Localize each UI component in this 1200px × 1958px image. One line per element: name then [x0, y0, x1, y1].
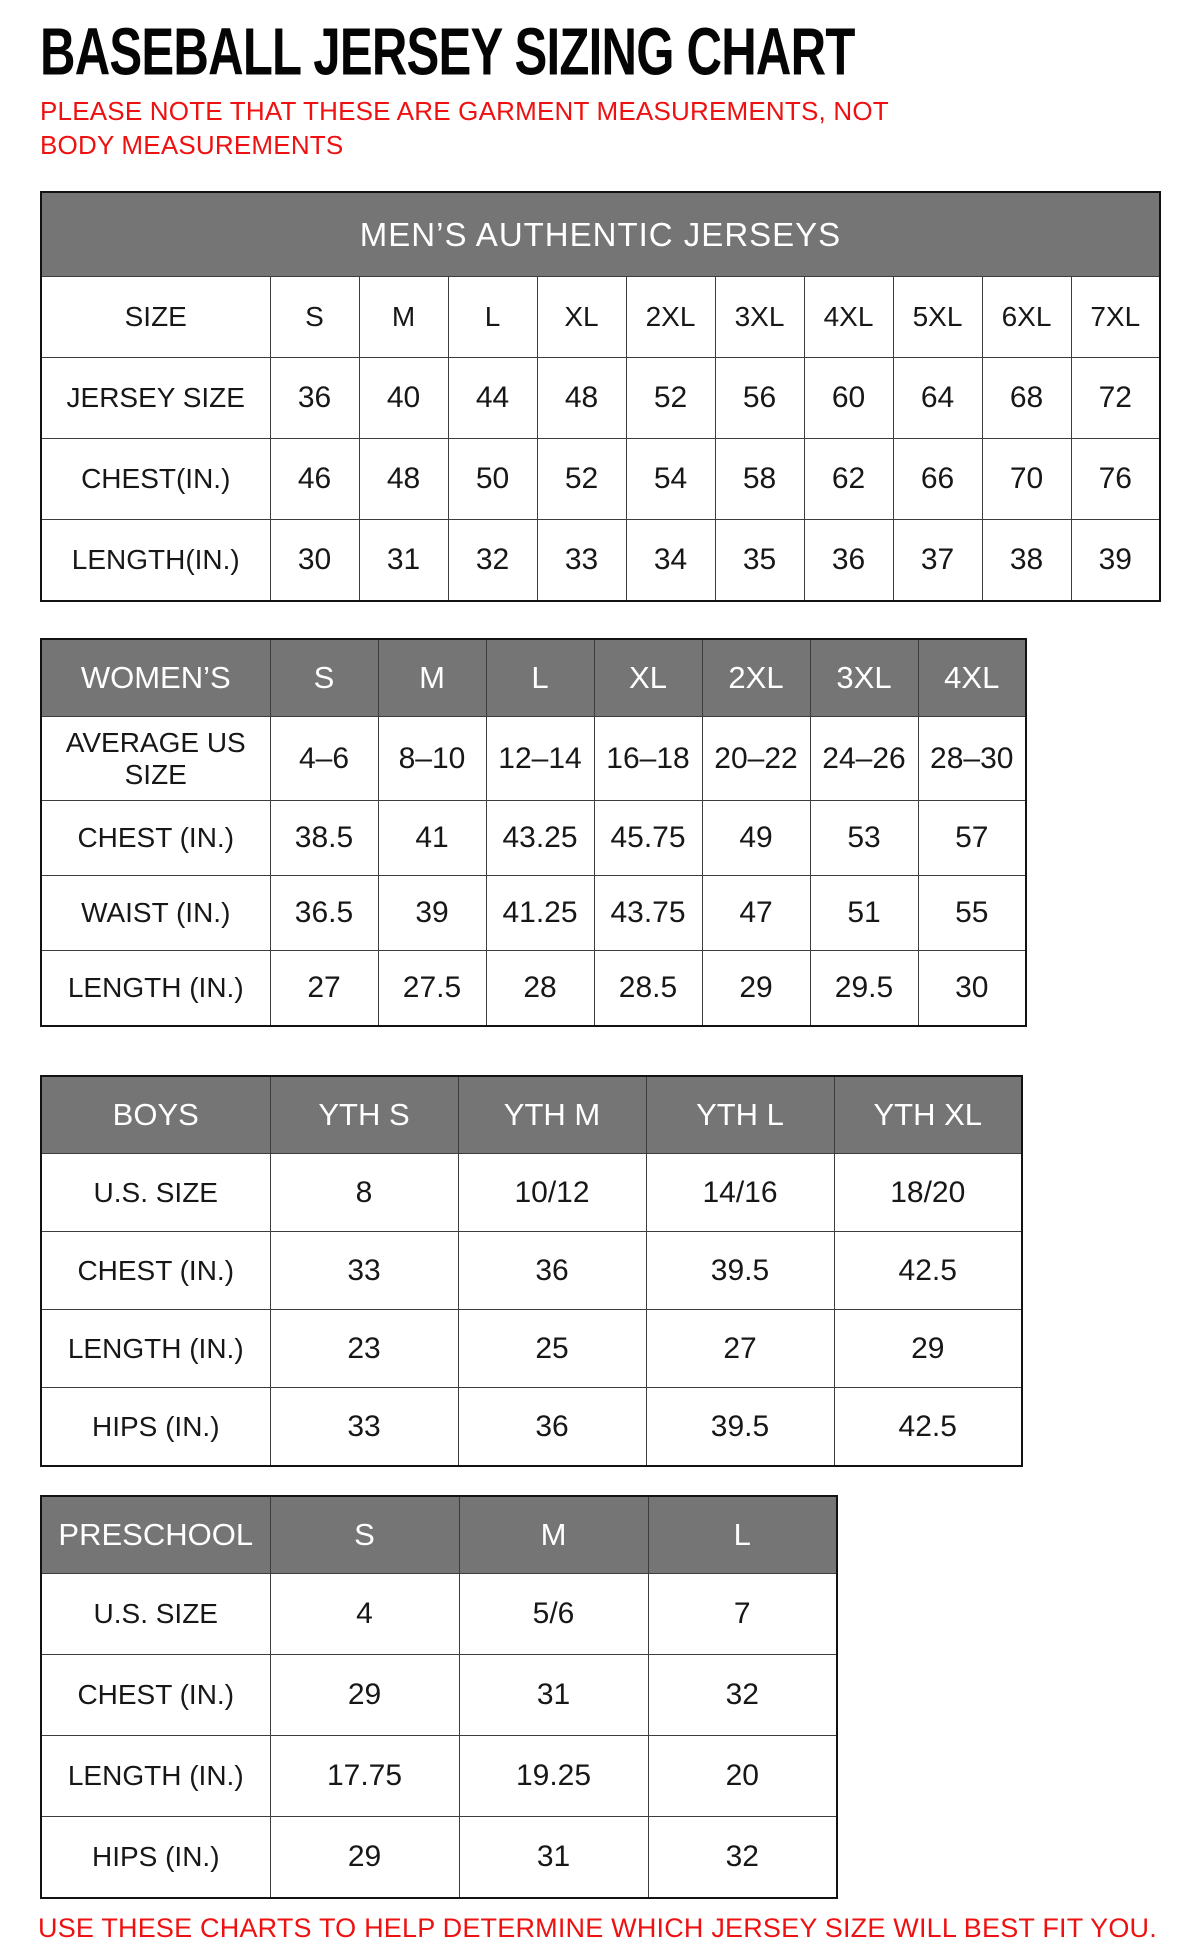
column-header: 7XL	[1071, 277, 1160, 358]
table-cell: 42.5	[834, 1388, 1022, 1466]
column-header: L	[648, 1496, 837, 1574]
table-cell: 29.5	[810, 951, 918, 1026]
table-cell: 27	[646, 1310, 834, 1388]
table-cell: 20–22	[702, 717, 810, 801]
table-cell: 27.5	[378, 951, 486, 1026]
table-corner-header: BOYS	[41, 1076, 270, 1154]
row-label: U.S. SIZE	[41, 1154, 270, 1232]
table-cell: 47	[702, 876, 810, 951]
table-cell: 8	[270, 1154, 458, 1232]
table-cell: 66	[893, 439, 982, 520]
column-header: S	[270, 277, 359, 358]
column-header: L	[448, 277, 537, 358]
garment-measurements-note: PLEASE NOTE THAT THESE ARE GARMENT MEASUREMENTS, NOT BODY MEASUREMENTS	[40, 96, 889, 161]
table-cell: 29	[270, 1817, 459, 1898]
table-cell: 60	[804, 358, 893, 439]
table-cell: 41.25	[486, 876, 594, 951]
table-cell: 46	[270, 439, 359, 520]
table-cell: 43.75	[594, 876, 702, 951]
table-cell: 24–26	[810, 717, 918, 801]
table-cell: 19.25	[459, 1736, 648, 1817]
row-label: CHEST (IN.)	[41, 801, 270, 876]
womens-sizing-table	[40, 638, 1027, 1027]
column-header: 3XL	[715, 277, 804, 358]
footer-note: USE THESE CHARTS TO HELP DETERMINE WHICH JERSEY SIZE WILL BEST FIT YOU.	[38, 1912, 1157, 1943]
column-header: YTH S	[270, 1076, 458, 1154]
row-label: HIPS (IN.)	[41, 1817, 270, 1898]
table-cell: 62	[804, 439, 893, 520]
table-cell: 38.5	[270, 801, 378, 876]
column-header: XL	[594, 639, 702, 717]
row-label: WAIST (IN.)	[41, 876, 270, 951]
table-cell: 72	[1071, 358, 1160, 439]
boys-sizing-table	[40, 1075, 1023, 1467]
table-cell: 28–30	[918, 717, 1026, 801]
table-cell: 31	[459, 1817, 648, 1898]
table-cell: 20	[648, 1736, 837, 1817]
table-cell: 33	[537, 520, 626, 601]
column-header: 2XL	[626, 277, 715, 358]
table-cell: 40	[359, 358, 448, 439]
row-label: CHEST (IN.)	[41, 1655, 270, 1736]
table-cell: 25	[458, 1310, 646, 1388]
column-header: L	[486, 639, 594, 717]
table-cell: 17.75	[270, 1736, 459, 1817]
table-cell: 29	[834, 1310, 1022, 1388]
table-cell: 36	[458, 1232, 646, 1310]
table-cell: 33	[270, 1388, 458, 1466]
column-header: M	[359, 277, 448, 358]
row-label: CHEST (IN.)	[41, 1232, 270, 1310]
row-label: HIPS (IN.)	[41, 1388, 270, 1466]
table-cell: 55	[918, 876, 1026, 951]
table-cell: 42.5	[834, 1232, 1022, 1310]
table-cell: 43.25	[486, 801, 594, 876]
table-cell: 49	[702, 801, 810, 876]
table-cell: 48	[537, 358, 626, 439]
table-cell: 64	[893, 358, 982, 439]
table-cell: 37	[893, 520, 982, 601]
table-cell: 36	[458, 1388, 646, 1466]
table-cell: 39.5	[646, 1232, 834, 1310]
column-header: M	[378, 639, 486, 717]
row-label: CHEST(IN.)	[41, 439, 270, 520]
column-header: S	[270, 1496, 459, 1574]
table-cell: 52	[626, 358, 715, 439]
row-label: LENGTH(IN.)	[41, 520, 270, 601]
table-cell: 10/12	[458, 1154, 646, 1232]
column-header: YTH M	[458, 1076, 646, 1154]
table-cell: 39	[378, 876, 486, 951]
table-cell: 5/6	[459, 1574, 648, 1655]
row-label: LENGTH (IN.)	[41, 951, 270, 1026]
table-cell: 27	[270, 951, 378, 1026]
table-cell: 35	[715, 520, 804, 601]
row-label: JERSEY SIZE	[41, 358, 270, 439]
table-cell: 36.5	[270, 876, 378, 951]
table-cell: 51	[810, 876, 918, 951]
table-cell: 30	[918, 951, 1026, 1026]
table-cell: 54	[626, 439, 715, 520]
column-header: 4XL	[918, 639, 1026, 717]
table-cell: 36	[270, 358, 359, 439]
table-cell: 34	[626, 520, 715, 601]
table-cell: 39	[1071, 520, 1160, 601]
table-cell: 18/20	[834, 1154, 1022, 1232]
table-cell: 70	[982, 439, 1071, 520]
table-cell: 57	[918, 801, 1026, 876]
page-title: BASEBALL JERSEY SIZING CHART	[40, 14, 855, 90]
sizing-chart-page	[0, 16, 1200, 1958]
table-corner-header: PRESCHOOL	[41, 1496, 270, 1574]
row-label: LENGTH (IN.)	[41, 1310, 270, 1388]
table-cell: 53	[810, 801, 918, 876]
table-cell: 50	[448, 439, 537, 520]
table-cell: 38	[982, 520, 1071, 601]
column-header: 4XL	[804, 277, 893, 358]
row-label: U.S. SIZE	[41, 1574, 270, 1655]
table-cell: 56	[715, 358, 804, 439]
table-cell: 4	[270, 1574, 459, 1655]
column-header: YTH L	[646, 1076, 834, 1154]
table-cell: 36	[804, 520, 893, 601]
table-cell: 52	[537, 439, 626, 520]
table-cell: 14/16	[646, 1154, 834, 1232]
table-cell: 58	[715, 439, 804, 520]
column-header: 6XL	[982, 277, 1071, 358]
table-cell: 32	[648, 1817, 837, 1898]
row-label: AVERAGE US SIZE	[41, 717, 270, 801]
table-cell: 28	[486, 951, 594, 1026]
table-banner: MEN’S AUTHENTIC JERSEYS	[41, 192, 1160, 277]
table-cell: 32	[448, 520, 537, 601]
table-cell: 23	[270, 1310, 458, 1388]
table-cell: 16–18	[594, 717, 702, 801]
table-cell: 4–6	[270, 717, 378, 801]
table-cell: 12–14	[486, 717, 594, 801]
column-header: M	[459, 1496, 648, 1574]
table-cell: 31	[359, 520, 448, 601]
table-cell: 76	[1071, 439, 1160, 520]
table-cell: 48	[359, 439, 448, 520]
column-header: XL	[537, 277, 626, 358]
mens-sizing-table	[40, 191, 1161, 602]
table-cell: 41	[378, 801, 486, 876]
table-cell: 28.5	[594, 951, 702, 1026]
column-header: YTH XL	[834, 1076, 1022, 1154]
table-cell: 68	[982, 358, 1071, 439]
table-cell: 32	[648, 1655, 837, 1736]
table-cell: 29	[270, 1655, 459, 1736]
row-label: LENGTH (IN.)	[41, 1736, 270, 1817]
column-header: S	[270, 639, 378, 717]
column-header: 3XL	[810, 639, 918, 717]
table-cell: 31	[459, 1655, 648, 1736]
column-header: 2XL	[702, 639, 810, 717]
table-corner-header: SIZE	[41, 277, 270, 358]
table-cell: 7	[648, 1574, 837, 1655]
table-cell: 45.75	[594, 801, 702, 876]
preschool-sizing-table	[40, 1495, 838, 1899]
table-cell: 44	[448, 358, 537, 439]
table-cell: 8–10	[378, 717, 486, 801]
table-cell: 29	[702, 951, 810, 1026]
table-cell: 33	[270, 1232, 458, 1310]
table-corner-header: WOMEN’S	[41, 639, 270, 717]
column-header: 5XL	[893, 277, 982, 358]
table-cell: 39.5	[646, 1388, 834, 1466]
table-cell: 30	[270, 520, 359, 601]
